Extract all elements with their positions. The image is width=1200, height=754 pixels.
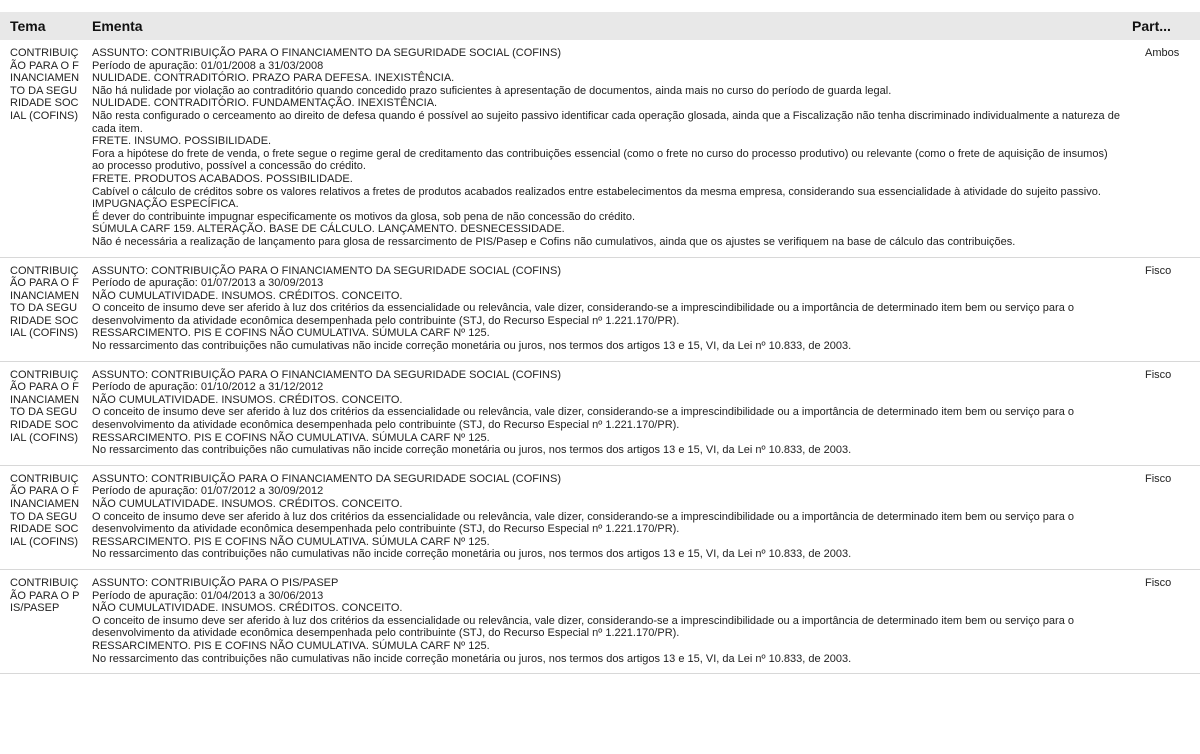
- header-tema[interactable]: Tema: [10, 18, 46, 34]
- ementa-line: IMPUGNAÇÃO ESPECÍFICA.: [92, 198, 239, 211]
- ementa-line: Período de apuração: 01/07/2013 a 30/09/2013: [92, 277, 324, 290]
- partes-cell: Fisco: [1145, 368, 1172, 381]
- ementa-line: NULIDADE. CONTRADITÓRIO. FUNDAMENTAÇÃO. INEXISTÊNCIA.: [92, 97, 438, 110]
- ementa-line: Período de apuração: 01/01/2008 a 31/03/2008: [92, 59, 324, 72]
- ementa-cell: [82, 577, 1132, 665]
- ementa-line: ASSUNTO: CONTRIBUIÇÃO PARA O FINANCIAMENTO DA SEGURIDADE SOCIAL (COFINS): [92, 368, 561, 381]
- ementa-line: NÃO CUMULATIVIDADE. INSUMOS. CRÉDITOS. CONCEITO.: [92, 602, 403, 615]
- ementa-cell: [82, 265, 1132, 353]
- ementa-line: FRETE. PRODUTOS ACABADOS. POSSIBILIDADE.: [92, 172, 353, 185]
- table-row[interactable]: [0, 570, 1200, 674]
- ementa-line: O conceito de insumo deve ser aferido à luz dos critérios da essencialidade ou relevância, vale dizer, considerando-se a imprescindibilidade ou a importância de determinado item bem ou serviço para o desenvolvimento da atividade econômica desempenhada pelo contribuinte (STJ, do Recurso Especial nº 1.221.170/PR).: [92, 510, 1074, 536]
- ementa-line: NULIDADE. CONTRADITÓRIO. PRAZO PARA DEFESA. INEXISTÊNCIA.: [92, 72, 455, 85]
- ementa-line: RESSARCIMENTO. PIS E COFINS NÃO CUMULATIVA. SÚMULA CARF Nº 125.: [92, 327, 490, 340]
- ementa-line: Não é necessária a realização de lançamento para glosa de ressarcimento de PIS/Pasep e Cofins não cumulativos, ainda que os ajustes se verifiquem na base de cálculo das contribuições.: [92, 235, 1016, 248]
- tema-cell: CONTRIBUIÇÃO PARA O FINANCIAMENTO DA SEGURIDADE SOCIAL (COFINS): [10, 47, 80, 122]
- ementa-line: FRETE. INSUMO. POSSIBILIDADE.: [92, 135, 272, 148]
- ementa-line: Cabível o cálculo de créditos sobre os valores relativos a fretes de produtos acabados realizados entre estabelecimentos da mesma empresa, considerando sua essencialidade à atividade do sujeito passivo.: [92, 185, 1101, 198]
- ementa-line: ASSUNTO: CONTRIBUIÇÃO PARA O FINANCIAMENTO DA SEGURIDADE SOCIAL (COFINS): [92, 472, 561, 485]
- ementa-line: RESSARCIMENTO. PIS E COFINS NÃO CUMULATIVA. SÚMULA CARF Nº 125.: [92, 431, 490, 444]
- ementa-cell: [82, 473, 1132, 561]
- partes-cell: Fisco: [1145, 472, 1172, 485]
- ementa-line: ASSUNTO: CONTRIBUIÇÃO PARA O FINANCIAMENTO DA SEGURIDADE SOCIAL (COFINS): [92, 264, 561, 277]
- tema-cell: CONTRIBUIÇÃO PARA O FINANCIAMENTO DA SEGURIDADE SOCIAL (COFINS): [10, 368, 80, 444]
- tema-cell: CONTRIBUIÇÃO PARA O PIS/PASEP: [10, 576, 80, 615]
- ementa-line: Período de apuração: 01/07/2012 a 30/09/2012: [92, 485, 324, 498]
- header-ementa[interactable]: Ementa: [92, 18, 143, 34]
- table-row[interactable]: [0, 258, 1200, 362]
- partes-cell: Ambos: [1145, 47, 1180, 59]
- ementa-cell: [82, 47, 1132, 249]
- table-row[interactable]: [0, 466, 1200, 570]
- ementa-line: NÃO CUMULATIVIDADE. INSUMOS. CRÉDITOS. CONCEITO.: [92, 498, 403, 510]
- ementa-line: Não resta configurado o cerceamento ao direito de defesa quando é possível ao sujeito passivo identificar cada operação glosada, ainda que a Fiscalização não tenha discriminado individualmente a natureza de cada item.: [92, 109, 1120, 135]
- table-row[interactable]: [0, 362, 1200, 466]
- ementa-line: Período de apuração: 01/10/2012 a 31/12/2012: [92, 381, 324, 394]
- ementa-line: No ressarcimento das contribuições não cumulativas não incide correção monetária ou juros, nos termos dos artigos 13 e 15, VI, da Lei nº 10.833, de 2003.: [92, 652, 852, 665]
- tema-cell: CONTRIBUIÇÃO PARA O FINANCIAMENTO DA SEGURIDADE SOCIAL (COFINS): [10, 264, 80, 340]
- ementa-line: NÃO CUMULATIVIDADE. INSUMOS. CRÉDITOS. CONCEITO.: [92, 289, 403, 302]
- partes-cell: Fisco: [1145, 576, 1172, 589]
- table-header: [0, 12, 1200, 40]
- ementa-line: Fora a hipótese do frete de venda, o frete segue o regime geral de creditamento das contribuições essencial (como o frete no curso do processo produtivo) ou relevante (como o frete de aquisição de insumos) ao processo produtivo, possível a concessão do crédito.: [92, 147, 1108, 173]
- ementa-line: Não há nulidade por violação ao contraditório quando concedido prazo suficientes à apresentação de documentos, ainda mais no curso do período de guarda legal.: [92, 84, 892, 97]
- ementa-line: SÚMULA CARF 159. ALTERAÇÃO. BASE DE CÁLCULO. LANÇAMENTO. DESNECESSIDADE.: [92, 223, 565, 236]
- ementa-cell: [82, 369, 1132, 457]
- ementa-line: O conceito de insumo deve ser aferido à luz dos critérios da essencialidade ou relevância, vale dizer, considerando-se a imprescindibilidade ou a importância de determinado item bem ou serviço para o desenvolvimento da atividade econômica desempenhada pelo contribuinte (STJ, do Recurso Especial nº 1.221.170/PR).: [92, 406, 1074, 432]
- ementa-line: ASSUNTO: CONTRIBUIÇÃO PARA O FINANCIAMENTO DA SEGURIDADE SOCIAL (COFINS): [92, 47, 561, 59]
- table-body: [0, 40, 1200, 674]
- top-spacer: [0, 0, 1200, 12]
- ementa-line: No ressarcimento das contribuições não cumulativas não incide correção monetária ou juros, nos termos dos artigos 13 e 15, VI, da Lei nº 10.833, de 2003.: [92, 340, 852, 353]
- header-partes[interactable]: Part...: [1132, 18, 1171, 34]
- ementa-line: NÃO CUMULATIVIDADE. INSUMOS. CRÉDITOS. CONCEITO.: [92, 393, 403, 406]
- ementa-line: O conceito de insumo deve ser aferido à luz dos critérios da essencialidade ou relevância, vale dizer, considerando-se a imprescindibilidade ou a importância de determinado item bem ou serviço para o desenvolvimento da atividade econômica desempenhada pelo contribuinte (STJ, do Recurso Especial nº 1.221.170/PR).: [92, 614, 1074, 640]
- ementa-line: O conceito de insumo deve ser aferido à luz dos critérios da essencialidade ou relevância, vale dizer, considerando-se a imprescindibilidade ou a importância de determinado item bem ou serviço para o desenvolvimento da atividade econômica desempenhada pelo contribuinte (STJ, do Recurso Especial nº 1.221.170/PR).: [92, 302, 1074, 327]
- ementa-line: RESSARCIMENTO. PIS E COFINS NÃO CUMULATIVA. SÚMULA CARF Nº 125.: [92, 639, 490, 652]
- ementa-line: Período de apuração: 01/04/2013 a 30/06/2013: [92, 589, 324, 602]
- ementa-line: ASSUNTO: CONTRIBUIÇÃO PARA O PIS/PASEP: [92, 576, 339, 589]
- ementa-line: No ressarcimento das contribuições não cumulativas não incide correção monetária ou juros, nos termos dos artigos 13 e 15, VI, da Lei nº 10.833, de 2003.: [92, 548, 852, 561]
- ementa-line: No ressarcimento das contribuições não cumulativas não incide correção monetária ou juros, nos termos dos artigos 13 e 15, VI, da Lei nº 10.833, de 2003.: [92, 444, 852, 457]
- table-row[interactable]: [0, 40, 1200, 258]
- ementa-line: RESSARCIMENTO. PIS E COFINS NÃO CUMULATIVA. SÚMULA CARF Nº 125.: [92, 535, 490, 548]
- tema-cell: CONTRIBUIÇÃO PARA O FINANCIAMENTO DA SEGURIDADE SOCIAL (COFINS): [10, 472, 80, 548]
- partes-cell: Fisco: [1145, 264, 1172, 277]
- ementa-line: É dever do contribuinte impugnar especificamente os motivos da glosa, sob pena de não concessão do crédito.: [92, 210, 635, 223]
